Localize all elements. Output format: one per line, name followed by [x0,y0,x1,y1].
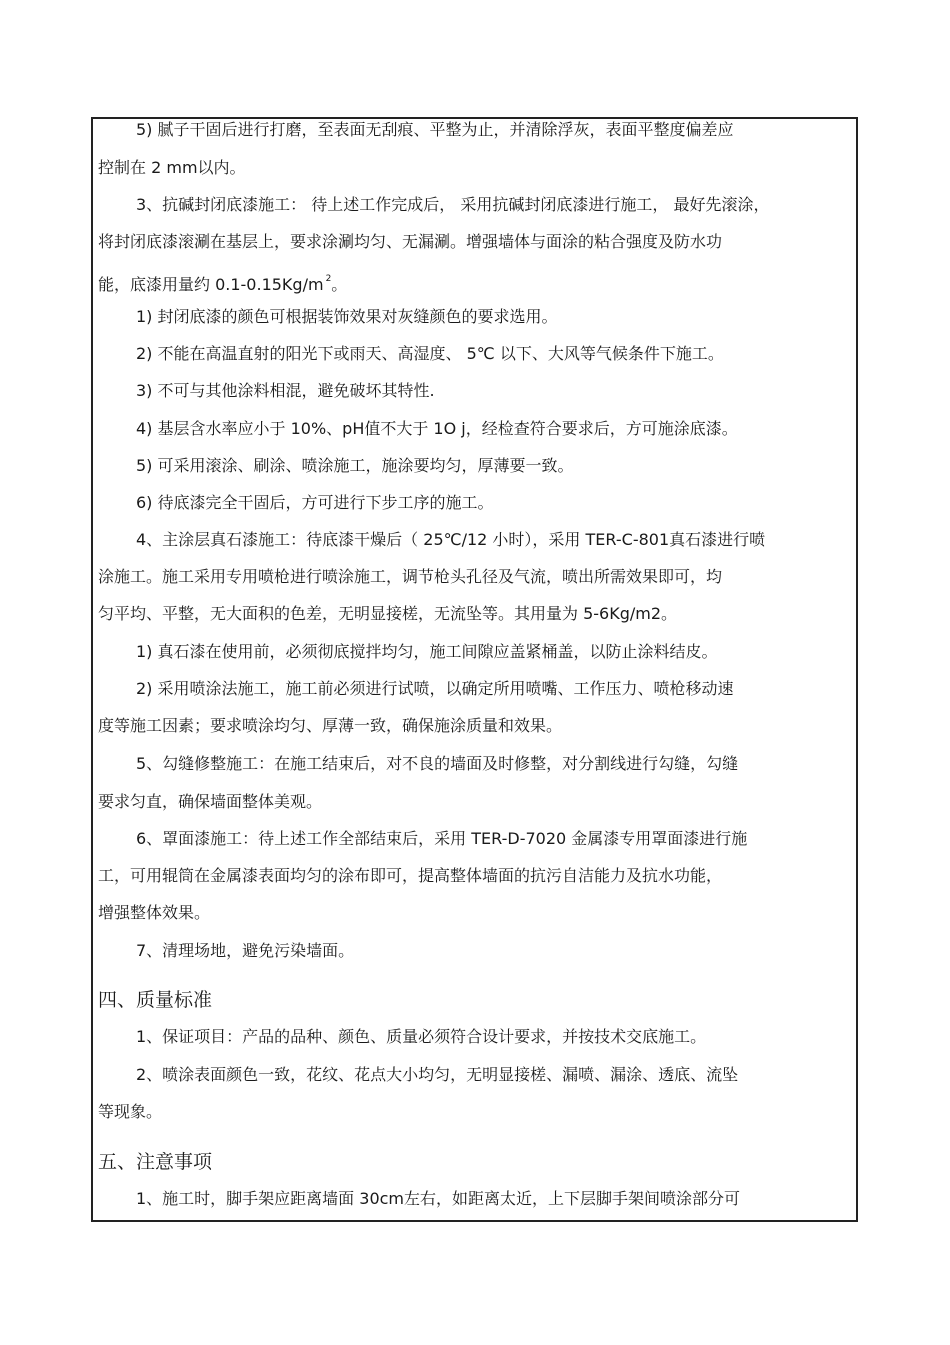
text-line: 2) 不能在高温直射的阳光下或雨天、高湿度、 5℃ 以下、大风等气候条件下施工。 [136,344,724,363]
text-line: 1) 封闭底漆的颜色可根据装饰效果对灰缝颜色的要求选用。 [136,307,558,326]
text-line: 6) 待底漆完全干固后，方可进行下步工序的施工。 [136,493,494,512]
section-heading: 四、质量标准 [98,989,213,1011]
text-line: 5) 腻子干固后进行打磨，至表面无刮痕、平整为止，并清除浮灰，表面平整度偏差应 [136,120,734,139]
text-line: 6、罩面漆施工：待上述工作全部结束后，采用 TER-D-7020 金属漆专用罩面漆进行施 [136,829,748,848]
text-line: 2) 采用喷涂法施工，施工前必须进行试喷，以确定所用喷嘴、工作压力、喷枪移动速 [136,679,734,698]
text-line: 4、主涂层真石漆施工：待底漆干燥后（ 25℃/12 小时），采用 TER-C-801真石漆进行喷 [136,530,766,549]
text-line: 将封闭底漆滚涮在基层上，要求涂涮均匀、无漏涮。增强墙体与面涂的粘合强度及防水功 [98,232,723,251]
text-line: 工，可用辊筒在金属漆表面均匀的涂布即可，提高整体墙面的抗污自洁能力及抗水功能， [98,866,723,885]
section-heading: 五、注意事项 [98,1151,213,1173]
text-line [98,269,347,295]
text-line: 1、保证项目：产品的品种、颜色、质量必须符合设计要求，并按技术交底施工。 [136,1027,707,1046]
text-line: 增强整体效果。 [98,903,211,922]
text-span: 。 [331,275,348,294]
text-line: 度等施工因素；要求喷涂均匀、厚薄一致，确保施涂质量和效果。 [98,716,563,735]
text-line: 2、喷涂表面颜色一致，花纹、花点大小均匀，无明显接槎、漏喷、漏涂、透底、流坠 [136,1065,739,1084]
text-line: 1) 真石漆在使用前，必须彻底搅拌均匀，施工间隙应盖紧桶盖，以防止涂料结皮。 [136,642,718,661]
text-line: 控制在 2 mm以内。 [98,158,246,177]
text-line: 4) 基层含水率应小于 10%、pH值不大于 1O j，经检查符合要求后，方可施涂底漆。 [136,419,738,438]
text-line: 等现象。 [98,1102,163,1121]
text-line: 1、施工时，脚手架应距离墙面 30cm左右，如距离太近，上下层脚手架间喷涂部分可 [136,1189,741,1208]
text-line: 7、清理场地，避免污染墙面。 [136,941,355,960]
text-line: 3) 不可与其他涂料相混，避免破坏其特性. [136,381,435,400]
text-span: 能，底漆用量约 0.1-0.15Kg/m [98,275,324,294]
text-line: 3、抗碱封闭底漆施工： 待上述工作完成后， 采用抗碱封闭底漆进行施工， 最好先滚涂， [136,195,770,214]
text-line: 5、勾缝修整施工：在施工结束后，对不良的墙面及时修整，对分割线进行勾缝，勾缝 [136,754,739,773]
text-line: 匀平均、平整，无大面积的色差，无明显接槎，无流坠等。其用量为 5-6Kg/m2。 [98,604,678,623]
text-line: 涂施工。施工采用专用喷枪进行喷涂施工，调节枪头孔径及气流，喷出所需效果即可，均 [98,567,723,586]
text-line: 5) 可采用滚涂、刷涂、喷涂施工，施涂要均匀，厚薄要一致。 [136,456,574,475]
text-line: 要求匀直，确保墙面整体美观。 [98,792,323,811]
superscript: 2 [325,274,332,284]
